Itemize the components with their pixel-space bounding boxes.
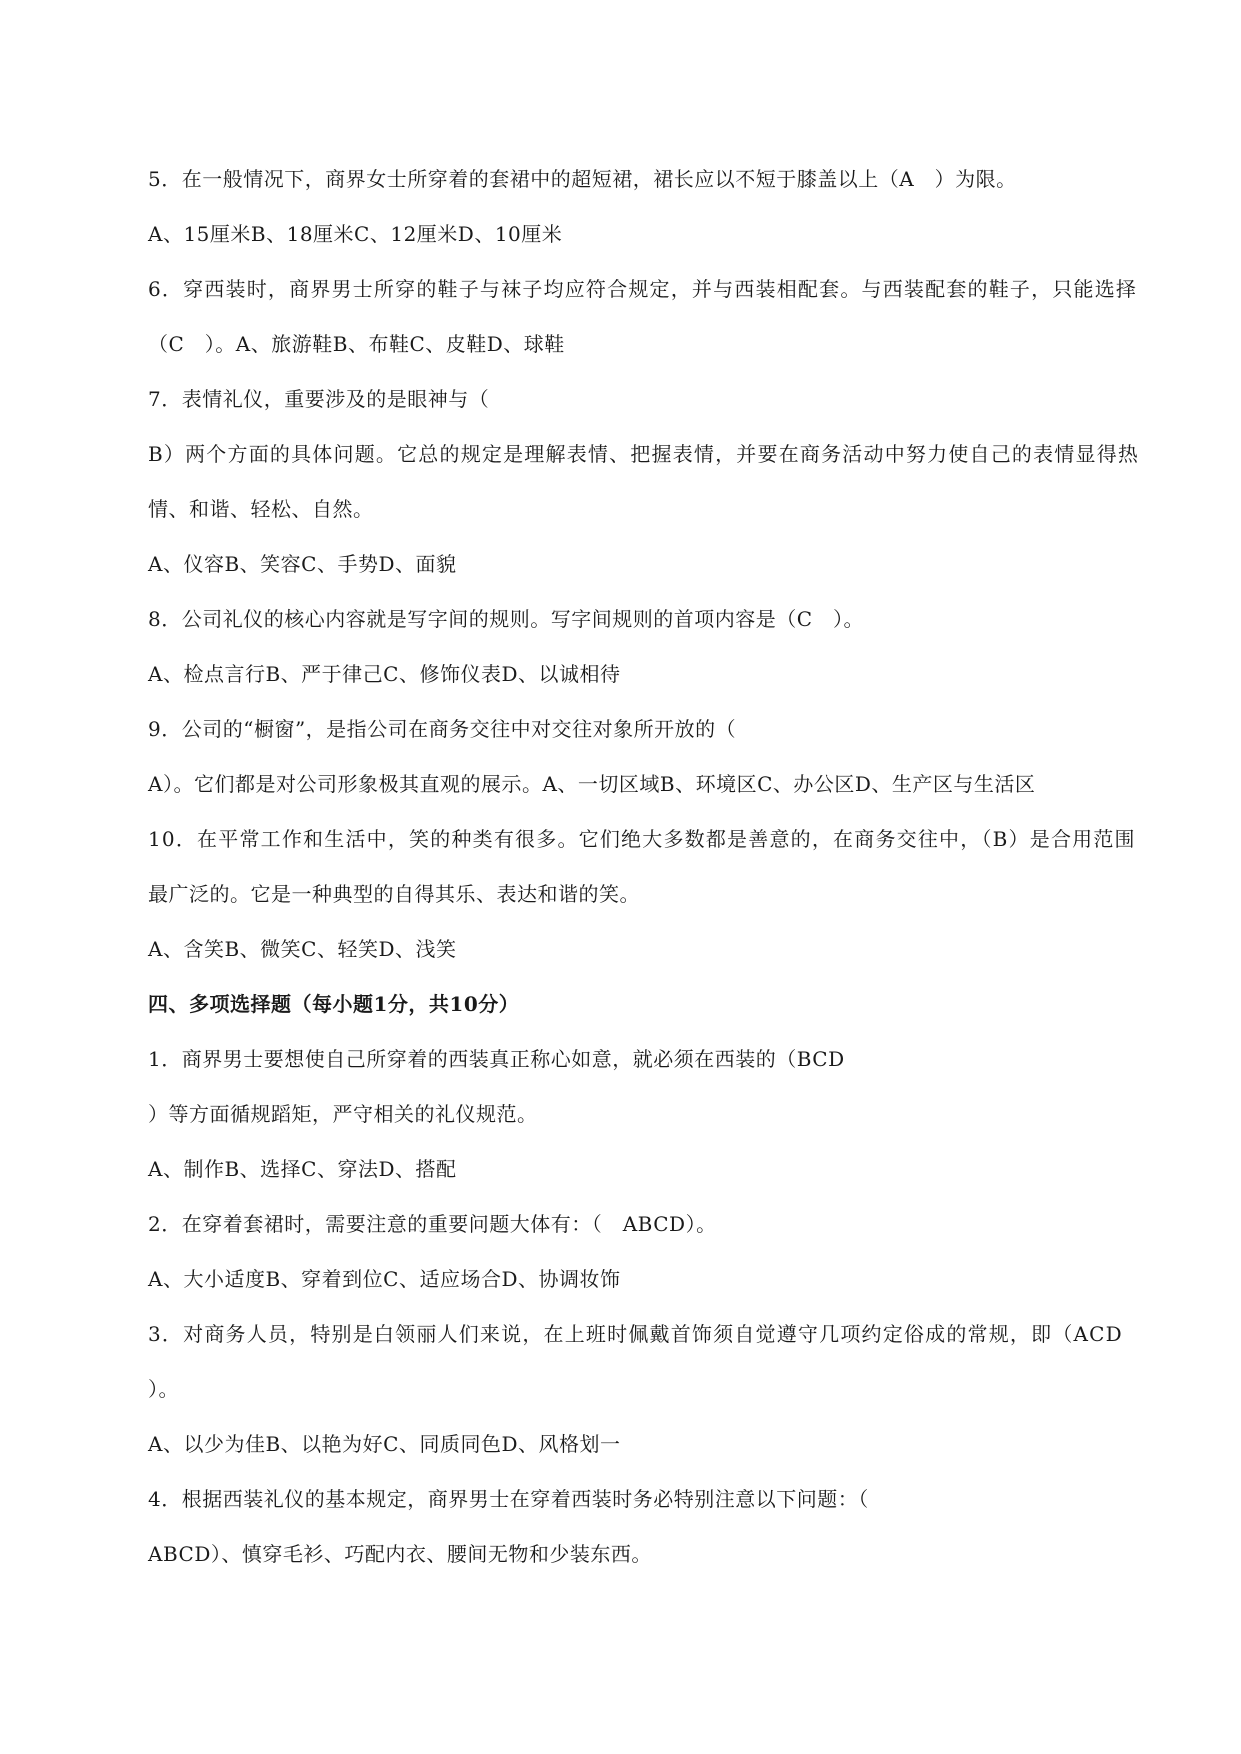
question-10-options: A、含笑B、微笑C、轻笑D、浅笑	[148, 937, 457, 961]
mc-question-1-options: A、制作B、选择C、穿法D、搭配	[148, 1157, 457, 1181]
question-10: 10．在平常工作和生活中，笑的种类有很多。它们绝大多数都是善意的，在商务交往中，（B）是合用范围	[148, 827, 1136, 851]
question-8-options: A、检点言行B、严于律己C、修饰仪表D、以诚相待	[148, 662, 621, 686]
mc-question-3-continued: ）。	[148, 1377, 179, 1401]
document-page	[148, 152, 1168, 1582]
question-5-options: A、15厘米B、18厘米C、12厘米D、10厘米	[148, 222, 563, 246]
question-5: 5．在一般情况下，商界女士所穿着的套裙中的超短裙，裙长应以不短于膝盖以上（A ）为限。	[148, 167, 1017, 191]
section-heading-multiple-choice: 四、多项选择题（每小题1分，共10分）	[148, 992, 520, 1016]
mc-question-3: 3．对商务人员，特别是白领丽人们来说，在上班时佩戴首饰须自觉遵守几项约定俗成的常规，即（ACD	[148, 1322, 1123, 1346]
question-7: 7．表情礼仪，重要涉及的是眼神与（	[148, 387, 490, 411]
question-7-continued: B）两个方面的具体问题。它总的规定是理解表情、把握表情，并要在商务活动中努力使自己的表情显得热	[148, 442, 1140, 466]
mc-question-1-continued: ）等方面循规蹈矩，严守相关的礼仪规范。	[148, 1102, 538, 1126]
mc-question-1: 1．商界男士要想使自己所穿着的西装真正称心如意，就必须在西装的（BCD	[148, 1047, 845, 1071]
mc-question-4: 4．根据西装礼仪的基本规定，商界男士在穿着西装时务必特别注意以下问题：（	[148, 1487, 869, 1511]
question-6-continued: （C ）。A、旅游鞋B、布鞋C、皮鞋D、球鞋	[148, 332, 565, 356]
mc-question-3-options: A、以少为佳B、以艳为好C、同质同色D、风格划一	[148, 1432, 621, 1456]
mc-question-4-continued: ABCD）、慎穿毛衫、巧配内衣、腰间无物和少装东西。	[148, 1542, 652, 1566]
question-10-continued: 最广泛的。它是一种典型的自得其乐、表达和谐的笑。	[148, 882, 640, 906]
question-8: 8．公司礼仪的核心内容就是写字间的规则。写字间规则的首项内容是（C ）。	[148, 607, 865, 631]
question-9-continued: A）。它们都是对公司形象极其直观的展示。A、一切区域B、环境区C、办公区D、生产区与生活区	[148, 772, 1036, 796]
question-7-continued-2: 情、和谐、轻松、自然。	[148, 497, 374, 521]
question-6: 6．穿西装时，商界男士所穿的鞋子与袜子均应符合规定，并与西装相配套。与西装配套的鞋子，只能选择	[148, 277, 1138, 301]
question-7-options: A、仪容B、笑容C、手势D、面貌	[148, 552, 457, 576]
mc-question-2-options: A、大小适度B、穿着到位C、适应场合D、协调妆饰	[148, 1267, 621, 1291]
question-9: 9．公司的“橱窗”，是指公司在商务交往中对交往对象所开放的（	[148, 717, 737, 741]
mc-question-2: 2．在穿着套裙时，需要注意的重要问题大体有：（ ABCD）。	[148, 1212, 717, 1236]
